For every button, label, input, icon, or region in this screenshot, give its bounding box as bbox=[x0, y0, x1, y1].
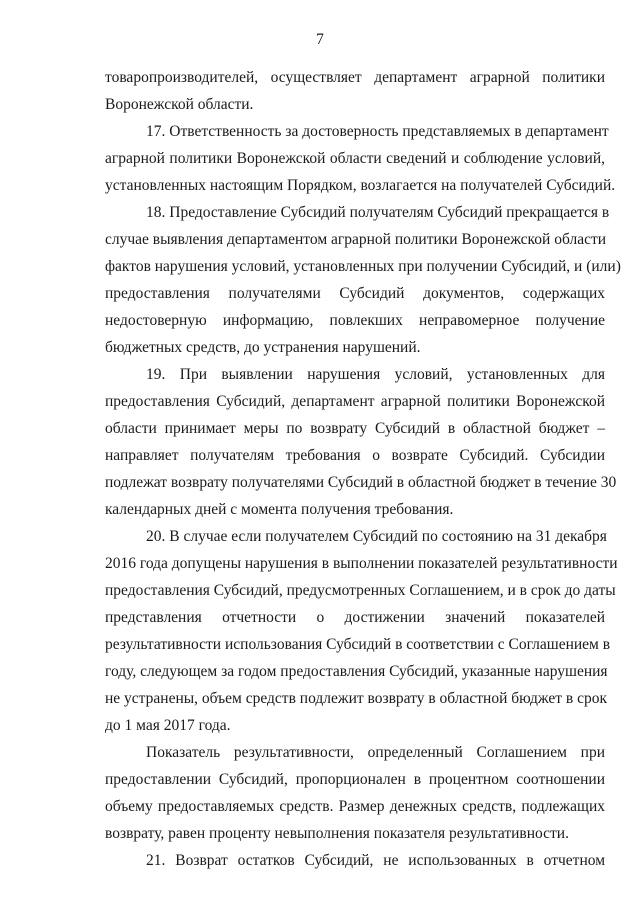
text-line: области принимает меры по возврату Субсидий в областной бюджет – bbox=[105, 420, 605, 437]
text-line: до 1 мая 2017 года. bbox=[105, 717, 231, 734]
paragraph-indicator-line: Показатель результативности, определенный Соглашением при bbox=[146, 744, 605, 761]
text-line: установленных настоящим Порядком, возлагается на получателей Субсидий. bbox=[105, 177, 616, 194]
text-line: объему предоставляемых средств. Размер денежных средств, подлежащих bbox=[105, 798, 605, 815]
text-line: предоставлении Субсидий, пропорционален в процентном соотношении bbox=[105, 771, 605, 788]
text-line: бюджетных средств, до устранения нарушений. bbox=[105, 339, 421, 356]
text-line: году, следующем за годом предоставления Субсидий, указанные нарушения bbox=[105, 663, 608, 680]
text-line: фактов нарушения условий, установленных при получении Субсидий, и (или) bbox=[105, 258, 621, 275]
paragraph-19-line: 19. При выявлении нарушения условий, установленных для bbox=[146, 366, 605, 383]
text-line: календарных дней с момента получения требования. bbox=[105, 501, 454, 518]
paragraph-17-line: 17. Ответственность за достоверность представляемых в департамент bbox=[146, 123, 609, 140]
text-line: подлежат возврату получателями Субсидий в областной бюджет в течение 30 bbox=[105, 474, 617, 491]
paragraph-21-line: 21. Возврат остатков Субсидий, не использованных в отчетном bbox=[146, 852, 605, 869]
text-line: Воронежской области. bbox=[105, 96, 254, 113]
text-line: недостоверную информацию, повлекших неправомерное получение bbox=[105, 312, 605, 329]
text-line: предоставления Субсидий, предусмотренных Соглашением, и в срок до даты bbox=[105, 582, 616, 599]
text-line: возврату, равен проценту невыполнения показателя результативности. bbox=[105, 825, 569, 842]
paragraph-18-line: 18. Предоставление Субсидий получателям Субсидий прекращается в bbox=[146, 204, 610, 221]
text-line: предоставления Субсидий, департамент аграрной политики Воронежской bbox=[105, 393, 605, 410]
page-number: 7 bbox=[316, 31, 324, 48]
text-line: 2016 года допущены нарушения в выполнении показателей результативности bbox=[105, 555, 618, 572]
text-line: аграрной политики Воронежской области сведений и соблюдение условий, bbox=[105, 150, 605, 167]
text-line: представления отчетности о достижении значений показателей bbox=[105, 609, 605, 626]
text-line: предоставления получателями Субсидий документов, содержащих bbox=[105, 285, 605, 302]
text-line: товаропроизводителей, осуществляет департамент аграрной политики bbox=[105, 69, 605, 86]
paragraph-20-line: 20. В случае если получателем Субсидий по состоянию на 31 декабря bbox=[146, 528, 607, 545]
text-line: случае выявления департаментом аграрной политики Воронежской области bbox=[105, 231, 607, 248]
text-line: направляет получателям требования о возврате Субсидий. Субсидии bbox=[105, 447, 605, 464]
text-line: не устранены, объем средств подлежит возврату в областной бюджет в срок bbox=[105, 690, 607, 707]
text-line: результативности использования Субсидий в соответствии с Соглашением в bbox=[105, 636, 611, 653]
